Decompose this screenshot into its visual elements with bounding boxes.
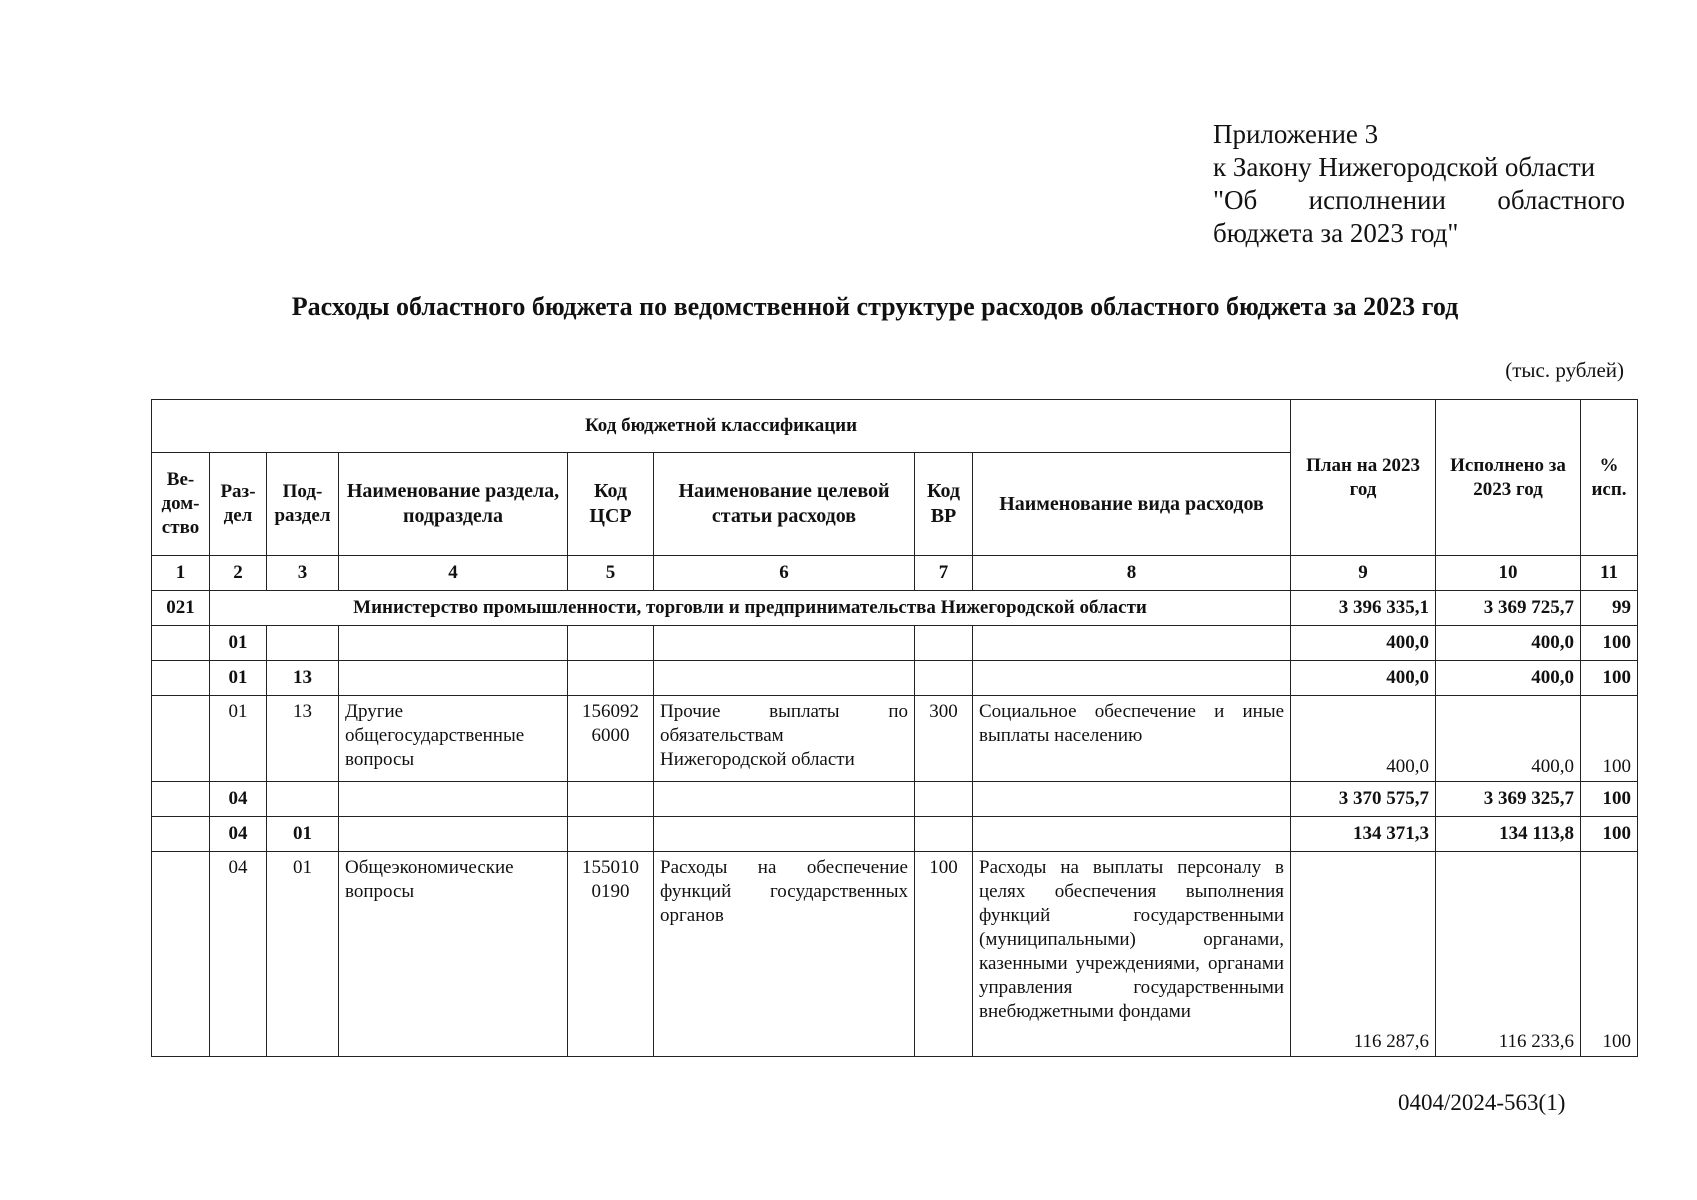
table-row <box>152 661 1638 696</box>
cell-csr-name <box>654 661 915 696</box>
appendix-line-3: "Об исполнении областного <box>1213 185 1625 215</box>
cell-vr-name: Расходы на выплаты персоналу в целях обеспечения выполнения функций государственными (муниципальными) органами, казенными учреждениями, органами управления государственными внебюджетными фондами <box>973 852 1291 1057</box>
table-row <box>152 626 1638 661</box>
col-number: 3 <box>267 556 339 591</box>
col-number: 4 <box>339 556 568 591</box>
cell-razdel: 01 <box>210 661 267 696</box>
cell-pct: 99 <box>1581 591 1638 626</box>
cell-ved: 021 <box>152 591 210 626</box>
cell-org-name: Министерство промышленности, торговли и предпринимательства Нижегородской области <box>210 591 1291 626</box>
cell-vr-name: Социальное обеспечение и иные выплаты населению <box>973 696 1291 782</box>
cell-ved <box>152 626 210 661</box>
column-numbers-row <box>152 556 1638 591</box>
cell-razdel-name: Общеэкономические вопросы <box>339 852 568 1057</box>
document-title: Расходы областного бюджета по ведомственной структуре расходов областного бюджета за 2023 год <box>291 292 1459 321</box>
cell-podrazdel: 13 <box>267 661 339 696</box>
cell-vr-name <box>973 817 1291 852</box>
cell-ved <box>152 696 210 782</box>
cell-vr <box>915 661 973 696</box>
cell-ved <box>152 817 210 852</box>
cell-csr <box>568 817 654 852</box>
cell-done: 400,0 <box>1436 661 1581 696</box>
cell-csr <box>568 661 654 696</box>
cell-done: 400,0 <box>1436 696 1581 782</box>
cell-plan: 400,0 <box>1291 696 1436 782</box>
header-csr-name: Наименование целевой статьи расходов <box>654 453 915 556</box>
cell-razdel-name <box>339 817 568 852</box>
cell-plan: 400,0 <box>1291 661 1436 696</box>
col-number: 8 <box>973 556 1291 591</box>
cell-pct: 100 <box>1581 782 1638 817</box>
col-number: 6 <box>654 556 915 591</box>
cell-vr-name <box>973 782 1291 817</box>
cell-done: 3 369 325,7 <box>1436 782 1581 817</box>
cell-csr-name <box>654 782 915 817</box>
cell-csr-name <box>654 817 915 852</box>
header-podrazdel: Под-раздел <box>267 453 339 556</box>
cell-plan: 3 396 335,1 <box>1291 591 1436 626</box>
appendix-block <box>1213 118 1625 250</box>
cell-razdel: 04 <box>210 817 267 852</box>
cell-vr-name <box>973 626 1291 661</box>
cell-csr: 156092 6000 <box>568 696 654 782</box>
header-razdel: Раз-дел <box>210 453 267 556</box>
cell-vr: 100 <box>915 852 973 1057</box>
cell-done: 400,0 <box>1436 626 1581 661</box>
table-row <box>152 591 1638 626</box>
cell-plan: 116 287,6 <box>1291 852 1436 1057</box>
appendix-line-2: к Закону Нижегородской области <box>1213 152 1596 182</box>
table-row <box>152 852 1638 1057</box>
cell-csr-name <box>654 626 915 661</box>
cell-pct: 100 <box>1581 661 1638 696</box>
header-group-row <box>152 400 1638 453</box>
cell-done: 134 113,8 <box>1436 817 1581 852</box>
cell-csr <box>568 626 654 661</box>
cell-vr <box>915 817 973 852</box>
cell-vr <box>915 782 973 817</box>
cell-razdel-name <box>339 661 568 696</box>
appendix-line-4: бюджета за 2023 год" <box>1213 218 1459 248</box>
cell-csr-name: Прочие выплаты по обязательствам Нижегородской области <box>654 696 915 782</box>
cell-podrazdel <box>267 782 339 817</box>
table-row <box>152 782 1638 817</box>
cell-podrazdel: 01 <box>267 817 339 852</box>
col-number: 2 <box>210 556 267 591</box>
cell-pct: 100 <box>1581 626 1638 661</box>
header-vr: Код ВР <box>915 453 973 556</box>
cell-podrazdel: 13 <box>267 696 339 782</box>
cell-done: 116 233,6 <box>1436 852 1581 1057</box>
cell-csr-name: Расходы на обеспечение функций государственных органов <box>654 852 915 1057</box>
table-row <box>152 817 1638 852</box>
col-number: 5 <box>568 556 654 591</box>
header-vr-name: Наименование вида расходов <box>973 453 1291 556</box>
budget-table <box>151 399 1638 1057</box>
header-pct: % исп. <box>1581 400 1638 556</box>
cell-plan: 3 370 575,7 <box>1291 782 1436 817</box>
header-razdel-name: Наименование раздела, подраздела <box>339 453 568 556</box>
cell-razdel: 01 <box>210 626 267 661</box>
units-label: (тыс. рублей) <box>1505 358 1624 382</box>
cell-plan: 134 371,3 <box>1291 817 1436 852</box>
cell-razdel-name <box>339 782 568 817</box>
cell-razdel-name <box>339 626 568 661</box>
appendix-line-1: Приложение 3 <box>1213 119 1379 149</box>
cell-pct: 100 <box>1581 817 1638 852</box>
cell-ved <box>152 661 210 696</box>
col-number: 7 <box>915 556 973 591</box>
col-number: 10 <box>1436 556 1581 591</box>
col-number: 9 <box>1291 556 1436 591</box>
document-number: 0404/2024-563(1) <box>1398 1090 1566 1115</box>
cell-plan: 400,0 <box>1291 626 1436 661</box>
header-done: Исполнено за 2023 год <box>1436 400 1581 556</box>
cell-csr <box>568 782 654 817</box>
cell-done: 3 369 725,7 <box>1436 591 1581 626</box>
cell-razdel: 01 <box>210 696 267 782</box>
cell-razdel: 04 <box>210 782 267 817</box>
table-row <box>152 696 1638 782</box>
cell-razdel: 04 <box>210 852 267 1057</box>
header-csr: Код ЦСР <box>568 453 654 556</box>
cell-podrazdel: 01 <box>267 852 339 1057</box>
cell-podrazdel <box>267 626 339 661</box>
cell-pct: 100 <box>1581 696 1638 782</box>
cell-pct: 100 <box>1581 852 1638 1057</box>
cell-razdel-name: Другие общегосударственные вопросы <box>339 696 568 782</box>
cell-csr: 155010 0190 <box>568 852 654 1057</box>
cell-vr <box>915 626 973 661</box>
header-plan: План на 2023 год <box>1291 400 1436 556</box>
group-header: Код бюджетной классификации <box>152 400 1291 453</box>
cell-ved <box>152 782 210 817</box>
header-ved: Ве-дом-ство <box>152 453 210 556</box>
col-number: 11 <box>1581 556 1638 591</box>
cell-vr-name <box>973 661 1291 696</box>
cell-vr: 300 <box>915 696 973 782</box>
col-number: 1 <box>152 556 210 591</box>
cell-ved <box>152 852 210 1057</box>
